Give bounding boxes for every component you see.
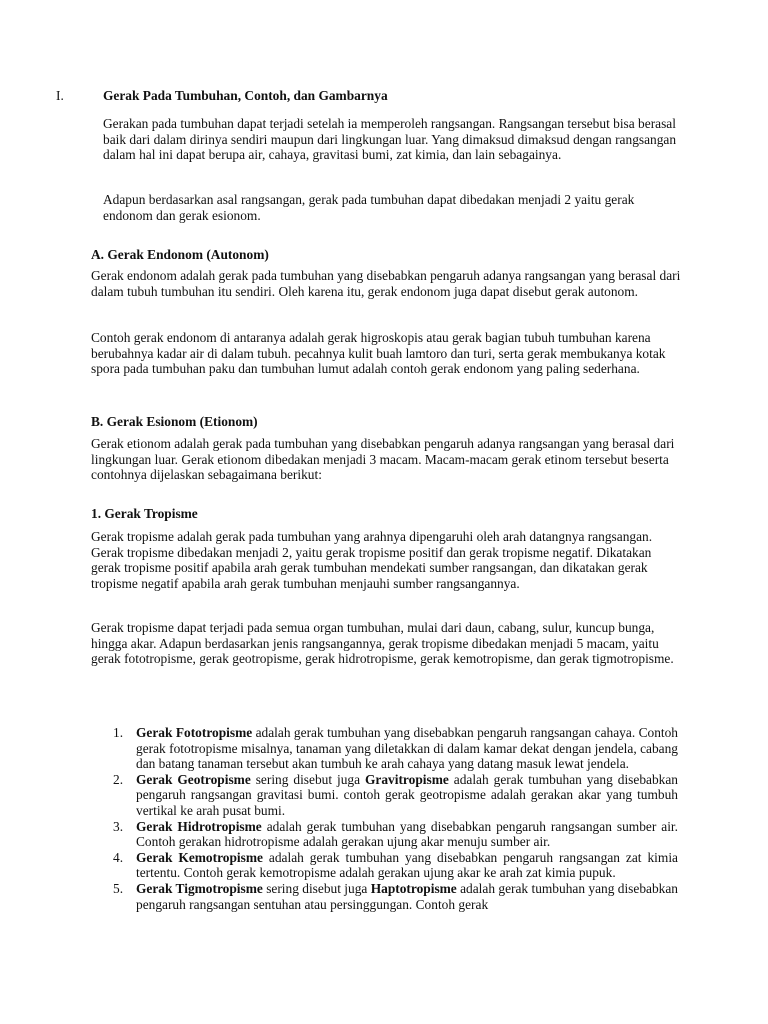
list-item-number: 2. [113, 771, 124, 787]
tropisme-paragraph-2: Gerak tropisme dapat terjadi pada semua organ tumbuhan, mulai dari daun, cabang, sulur, kuncup bunga, hingga akar. Adapun berdasarkan jenis rangsangannya, gerak tropisme dibedakan menjadi 5 macam, yaitu gerak fototropisme, gerak geotropisme, gerak hidrotropisme, gerak kemotropisme, dan gerak tigmotropisme. [91, 620, 674, 667]
intro-paragraph-1: Gerakan pada tumbuhan dapat terjadi setelah ia memperoleh rangsangan. Rangsangan tersebut bisa berasal baik dari dalam dirinya sendiri maupun dari lingkungan luar. Yang dimaksud dimaksud dengan rangsangan dalam hal ini dapat berupa air, cahaya, gravitasi bumi, zat kimia, dan lain sebagainya. [103, 116, 677, 163]
list-item-number: 4. [113, 849, 124, 865]
list-item [91, 819, 678, 850]
list-item-number: 5. [113, 880, 124, 896]
list-item-number: 3. [113, 818, 124, 834]
tropisme-title: 1. Gerak Tropisme [91, 506, 198, 521]
list-item-text: sering disebut juga [250, 771, 365, 787]
list-item-term: Gerak Tigmotropisme [136, 880, 263, 896]
list-item [91, 725, 678, 772]
list-item-text: adalah gerak tumbuhan yang disebabkan pengaruh rangsangan gravitasi bumi. contoh gerak geotropisme adalah gerakan akar yang tumbuh vertikal ke arah pusat bumi. [136, 771, 678, 818]
list-item-term: Gerak Geotropisme [136, 771, 251, 787]
list-item-text: adalah gerak tumbuhan yang disebabkan pengaruh rangsangan sentuhan atau persinggungan. Contoh gerak [136, 880, 678, 912]
tropisme-paragraph-1: Gerak tropisme adalah gerak pada tumbuhan yang arahnya dipengaruhi oleh arah datangnya rangsangan. Gerak tropisme dibedakan menjadi 2, yaitu gerak tropisme positif dan gerak tropisme negatif. Dikatakan gerak tropisme positif apabila arah gerak tumbuhan mendekati sumber rangsangan, dan dikatakan gerak tropisme negatif apabila arah gerak tumbuhan menjauhi sumber rangsangannya. [91, 529, 653, 591]
subsection-a-paragraph-1: Gerak endonom adalah gerak pada tumbuhan yang disebabkan pengaruh adanya rangsangan yang berasal dari dalam tubuh tumbuhan itu sendiri. Oleh karena itu, gerak endonom juga dapat disebut gerak autonom. [91, 268, 681, 299]
list-item [91, 772, 678, 819]
intro-paragraph-2: Adapun berdasarkan asal rangsangan, gerak pada tumbuhan dapat dibedakan menjadi 2 yaitu gerak endonom dan gerak esionom. [103, 192, 635, 223]
section-number: I. [56, 88, 64, 103]
subsection-a-paragraph-2: Contoh gerak endonom di antaranya adalah gerak higroskopis atau gerak bagian tubuh tumbuhan karena berubahnya kadar air di dalam tubuh. pecahnya kulit buah lamtoro dan turi, serta gerak membukanya kotak spora pada tumbuhan paku dan tumbuhan lumut adalah contoh gerak endonom yang paling sederhana. [91, 330, 666, 377]
list-item [91, 881, 678, 912]
list-item-number: 1. [113, 725, 124, 740]
tropisme-types-list [91, 725, 678, 912]
list-item-text: adalah gerak tumbuhan yang disebabkan pengaruh rangsangan cahaya. Contoh gerak fototropisme misalnya, tanaman yang diletakkan di dalam kamar dekat dengan jendela, cabang dan batang tanaman tersebut akan tumbuh ke arah cahaya yang datang masuk lewat jendela. [136, 725, 678, 772]
list-item-term: Gerak Hidrotropisme [136, 818, 262, 834]
list-item [91, 850, 678, 881]
subsection-b-paragraph-1: Gerak etionom adalah gerak pada tumbuhan yang disebabkan pengaruh adanya rangsangan yang berasal dari lingkungan luar. Gerak etionom dibedakan menjadi 3 macam. Macam-macam gerak etinom tersebut beserta contohnya dijelaskan sebagaimana berikut: [91, 436, 675, 483]
list-item-term: Gerak Fototropisme [136, 725, 253, 740]
subsection-a-title: A. Gerak Endonom (Autonom) [91, 247, 269, 262]
subsection-b-title: B. Gerak Esionom (Etionom) [91, 414, 258, 429]
list-item-term-alt: Gravitropisme [365, 771, 449, 787]
list-item-text: sering disebut juga [262, 880, 371, 896]
list-item-text: adalah gerak tumbuhan yang disebabkan pengaruh rangsangan zat kimia tertentu. Contoh gerak kemotropisme adalah gerakan ujung akar ke arah zat kimia pupuk. [136, 849, 678, 881]
section-title: Gerak Pada Tumbuhan, Contoh, dan Gambarnya [103, 88, 388, 103]
list-item-term: Gerak Kemotropisme [136, 849, 263, 865]
list-item-text: adalah gerak tumbuhan yang disebabkan pengaruh rangsangan sumber air. Contoh gerakan hidrotropisme adalah gerakan ujung akar menuju sumber air. [136, 818, 678, 850]
list-item-term-alt: Haptotropisme [370, 880, 457, 896]
